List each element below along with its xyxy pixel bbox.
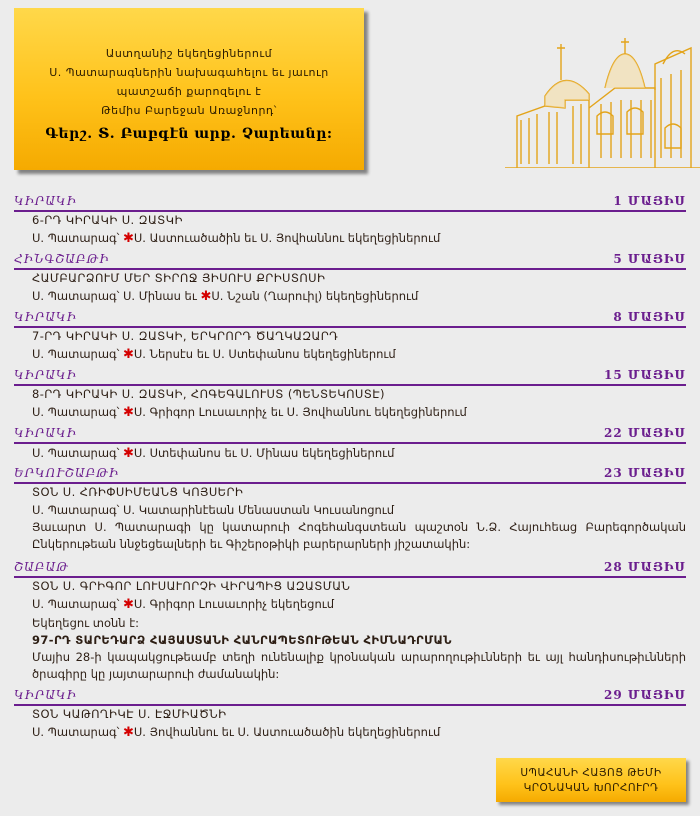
event-liturgy <box>32 723 686 742</box>
event-header <box>14 366 686 386</box>
event-item <box>14 366 686 424</box>
event-title: ՀԱՄԲԱՐՁՈՒՄ ՄԵՐ ՏԻՐՈՋ ՅԻՍՈՒՍ ՔՐԻՍՏՈՍԻ <box>32 271 326 285</box>
event-liturgy <box>32 229 686 248</box>
liturgy-churches: Ս. Գրիգոր Լուսաւորիչ եկեղեցում <box>133 597 335 611</box>
event-day: ԿԻՐԱԿԻ <box>14 310 77 324</box>
red-star-icon: ✱ <box>122 231 134 246</box>
footer-line-2: ԿՐՕՆԱԿԱՆ ԽՈՐՀՈՒՐԴ <box>523 782 659 794</box>
liturgy-churches: Ս. Աստուածածին եւ Ս. Յովհաննու եկեղեցիներում <box>133 231 441 245</box>
event-date: 23 ՄԱՅԻՍ <box>604 466 686 480</box>
event-title: ՏՕՆ Ս. ՀՌԻՓՍԻՄԵԱՆՑ ԿՈՅՍԵՐԻ <box>32 485 244 499</box>
red-star-icon: ✱ <box>122 405 134 420</box>
liturgy-label: Ս. Պատարագ՝ <box>32 597 123 611</box>
event-item <box>14 464 686 558</box>
event-liturgy <box>32 345 686 364</box>
event-body <box>14 212 686 248</box>
header-author: Գերշ. Տ. Բաբգէն արք. Չարեանը: <box>45 126 333 142</box>
event-header <box>14 686 686 706</box>
event-title: 7-ՐԴ ԿԻՐԱԿԻ Ս. ԶԱՏԿԻ, ԵՐԿՐՈՐԴ ԾԱՂԿԱԶԱՐԴ <box>32 329 339 343</box>
red-star-icon: ✱ <box>122 347 134 362</box>
event-note: Յաւարտ Ս. Պատարագի կը կատարուի Հոգեհանգստեան պաշտօն Ն.Ձ. Հայուհեաց Բարեգործական Ընկերութեան ննջեցեալների եւ Գիշերօթիկի բարերարների յիշատակին: <box>32 520 686 551</box>
event-body <box>14 484 686 553</box>
event-body <box>14 270 686 306</box>
event-item <box>14 192 686 250</box>
event-body <box>14 328 686 364</box>
event-liturgy <box>32 595 686 614</box>
event-body <box>14 386 686 422</box>
event-liturgy <box>32 403 686 422</box>
event-header <box>14 308 686 328</box>
event-note: Մայիս 28-ի կապակցութեամբ տեղի ունենալիք կրօնական արարողութիւնների եւ այլ հանդիսութիւնների ծրագիրը կը յայտարարուի ժամանակին: <box>32 650 686 681</box>
event-header <box>14 464 686 484</box>
red-star-icon: ✱ <box>200 289 212 304</box>
event-date: 1 ՄԱՅԻՍ <box>613 194 686 208</box>
footer-line-1: ՍՊԱՀԱՆԻ ՀԱՅՈՑ ԹԵՄԻ <box>520 767 662 779</box>
liturgy-churches: Ս. Ստեփանոս եւ Ս. Մինաս եկեղեցիներում <box>133 446 395 460</box>
liturgy-churches: Ս. Նշան (Ղարուիլ) եկեղեցիներում <box>211 289 419 303</box>
liturgy-label: Ս. Պատարագ՝ <box>32 405 123 419</box>
event-date: 29 ՄԱՅԻՍ <box>604 688 686 702</box>
event-item <box>14 250 686 308</box>
event-liturgy <box>32 287 686 306</box>
liturgy-label: Ս. Պատարագ՝ <box>32 725 123 739</box>
liturgy-label: Ս. Պատարագ՝ <box>32 231 123 245</box>
footer-signature-box <box>496 758 686 802</box>
event-body <box>14 706 686 742</box>
event-date: 5 ՄԱՅԻՍ <box>613 252 686 266</box>
event-date: 8 ՄԱՅԻՍ <box>613 310 686 324</box>
liturgy-label: Ս. Պատարագ՝ <box>32 446 123 460</box>
event-day: ՀԻՆԳՇԱԲԹԻ <box>14 252 110 266</box>
header-line-4: Թեմիս Բարեջան Առաջնորդ՝ <box>101 104 277 117</box>
red-star-icon: ✱ <box>122 446 134 461</box>
liturgy-churches: Ս. Յովհաննու եւ Ս. Աստուածածին եկեղեցիներում <box>133 725 441 739</box>
liturgy-churches: Ս. Գրիգոր Լուսաւորիչ եւ Ս. Յովհաննու եկեղեցիներում <box>133 405 467 419</box>
event-liturgy: Ս. Պատարագ՝ Ս. Կատարինէեան Մենաստան Կուսանոցում <box>32 503 395 517</box>
event-date: 15 ՄԱՅԻՍ <box>604 368 686 382</box>
church-illustration-icon <box>505 8 700 168</box>
event-title: 6-ՐԴ ԿԻՐԱԿԻ Ս. ԶԱՏԿԻ <box>32 213 183 227</box>
event-day: ԿԻՐԱԿԻ <box>14 194 77 208</box>
header-banner <box>14 8 364 170</box>
event-header <box>14 250 686 270</box>
event-liturgy <box>32 444 686 463</box>
event-body <box>14 578 686 683</box>
event-item <box>14 558 686 686</box>
event-title: ՏՕՆ Ս. ԳՐԻԳՈՐ ԼՈՒՍԱՒՈՐՉԻ ՎԻՐԱՊԻՑ ԱԶԱՏՄԱՆ <box>32 579 351 593</box>
event-date: 28 ՄԱՅԻՍ <box>604 560 686 574</box>
liturgy-label: Ս. Պատարագ՝ <box>32 347 123 361</box>
event-day: ՇԱԲԱԹ <box>14 560 69 574</box>
event-title: ՏՕՆ ԿԱԹՈՂԻԿԷ Ս. ԷՋՄԻԱԾՆԻ <box>32 707 227 721</box>
event-header <box>14 424 686 444</box>
event-header <box>14 558 686 578</box>
event-day: ԵՐԿՈՒՇԱԲԹԻ <box>14 466 120 480</box>
event-day: ԿԻՐԱԿԻ <box>14 368 77 382</box>
liturgy-label: Ս. Պատարագ՝ Ս. Մինաս եւ <box>32 289 201 303</box>
liturgy-churches: Ս. Ներսէս եւ Ս. Ստեփանոս եկեղեցիներում <box>133 347 396 361</box>
red-star-icon: ✱ <box>122 597 134 612</box>
header-line-1: Աստղանիշ եկեղեցիներում <box>105 47 273 60</box>
event-item <box>14 686 686 744</box>
event-item <box>14 424 686 464</box>
event-item <box>14 308 686 366</box>
event-header <box>14 192 686 212</box>
header-line-3: պատշաճի քարոզելու է <box>116 85 262 98</box>
event-anniversary-title: 97-ՐԴ ՏԱՐԵԴԱՐՁ ՀԱՅԱՍՏԱՆԻ ՀԱՆՐԱՊԵՏՈՒԹԵԱՆ ՀԻՄՆԱԴՐՄԱՆ <box>32 633 452 647</box>
red-star-icon: ✱ <box>122 725 134 740</box>
event-day: ԿԻՐԱԿԻ <box>14 426 77 440</box>
event-title: 8-ՐԴ ԿԻՐԱԿԻ Ս. ԶԱՏԿԻ, ՀՈԳԵԳԱԼՈՒՍՏ (ՊԵՆՏԵԿՈՍՏԷ) <box>32 387 385 401</box>
events-list <box>14 192 686 744</box>
event-feast-note: Եկեղեցու տօնն է: <box>32 616 140 630</box>
event-body <box>14 444 686 463</box>
header-line-2: Ս. Պատարագներին նախագահելու եւ յաւուր <box>49 66 329 79</box>
event-day: ԿԻՐԱԿԻ <box>14 688 77 702</box>
event-date: 22 ՄԱՅԻՍ <box>604 426 686 440</box>
